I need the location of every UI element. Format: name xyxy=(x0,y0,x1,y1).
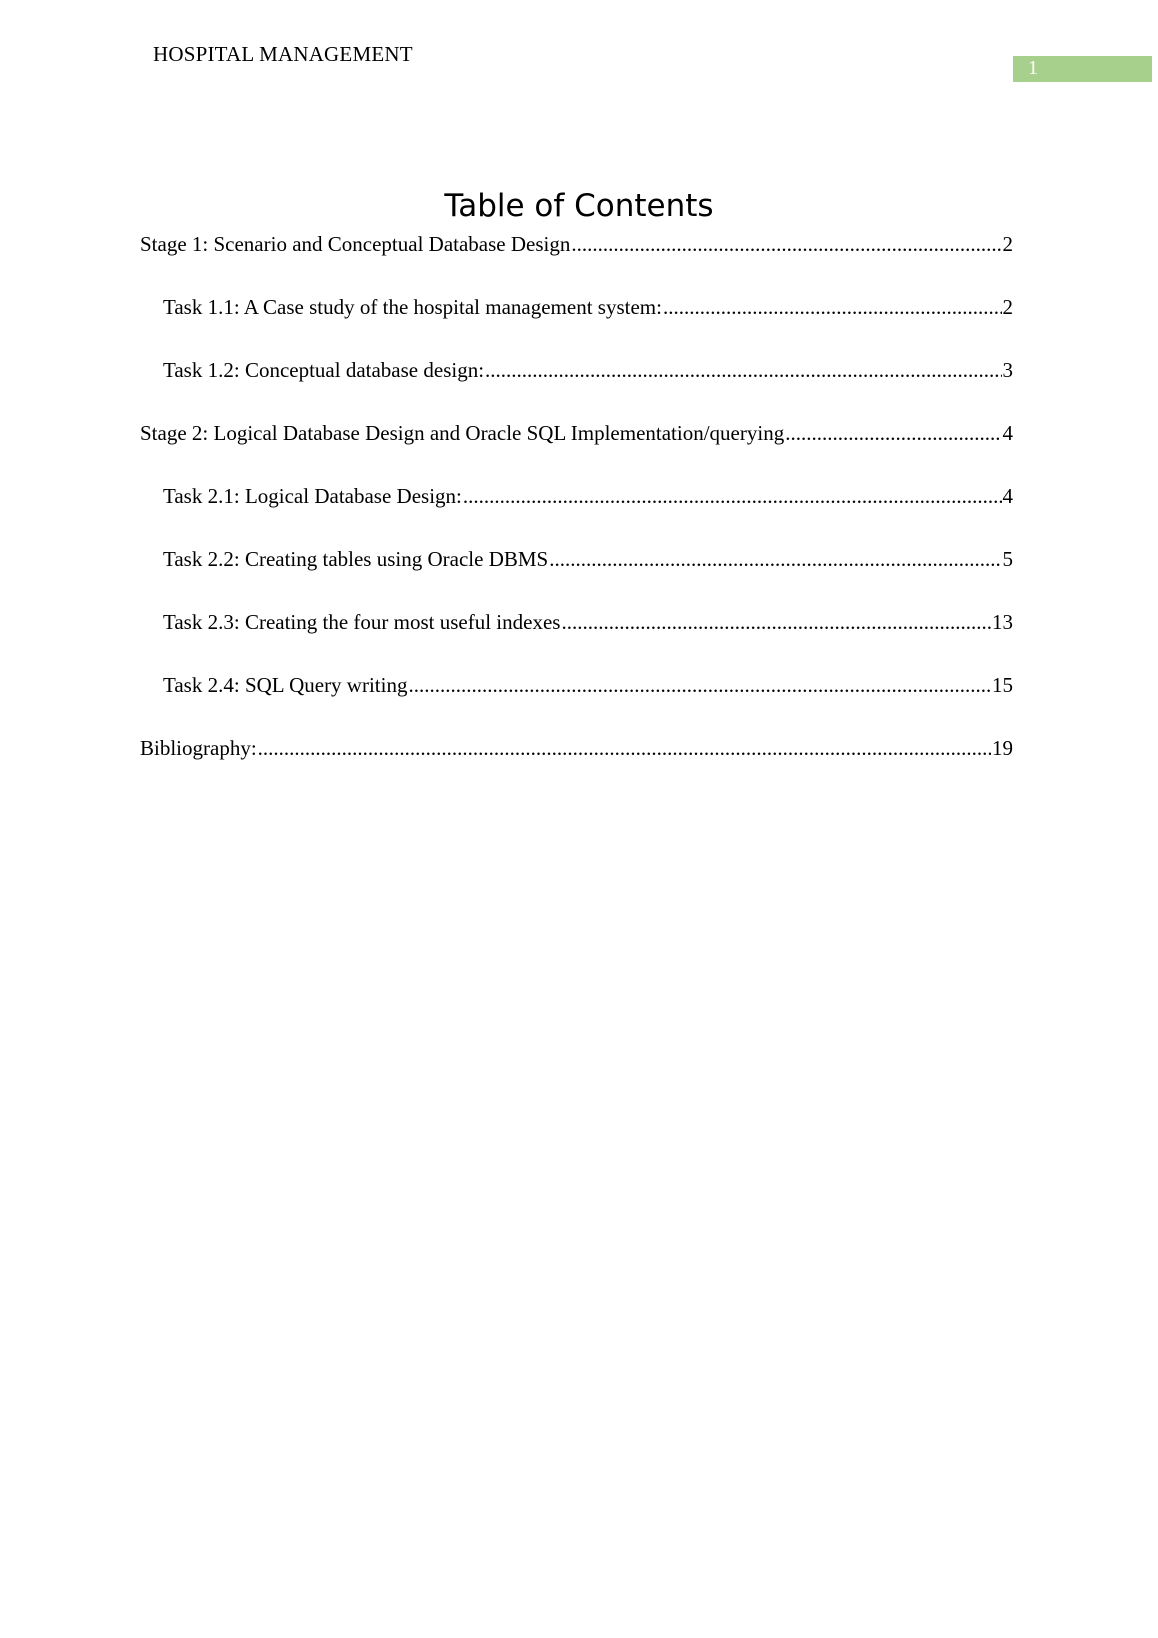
toc-entry-label: Task 2.4: SQL Query writing xyxy=(163,673,408,697)
toc-entry-page: 4 xyxy=(1002,484,1013,508)
toc-entry-label: Task 1.2: Conceptual database design: xyxy=(163,358,485,382)
toc-entry-label: Stage 1: Scenario and Conceptual Database Design xyxy=(140,232,571,256)
toc-entry-label: Bibliography: xyxy=(140,736,257,760)
toc-dot-leader xyxy=(785,421,1001,446)
toc-entry-task-2-4[interactable] xyxy=(140,673,1013,736)
toc-entry-bibliography[interactable] xyxy=(140,736,1013,799)
toc-entry-label: Task 2.1: Logical Database Design: xyxy=(163,484,462,508)
toc-dot-leader xyxy=(571,232,1001,257)
toc-entry-task-1-2[interactable] xyxy=(140,358,1013,421)
toc-dot-leader xyxy=(561,610,991,635)
toc-dot-leader xyxy=(408,673,991,698)
toc-entry-label: Task 1.1: A Case study of the hospital management system: xyxy=(163,295,662,319)
toc-entry-page: 2 xyxy=(1002,295,1013,319)
toc-entry-task-2-2[interactable] xyxy=(140,547,1013,610)
toc-entry-page: 3 xyxy=(1002,358,1013,382)
toc-entry-page: 2 xyxy=(1002,232,1013,256)
toc-entry-task-1-1[interactable] xyxy=(140,295,1013,358)
toc-entry-stage-1[interactable] xyxy=(140,232,1013,295)
page-number: 1 xyxy=(1028,57,1038,79)
toc-entry-page: 15 xyxy=(992,673,1013,697)
toc-entry-task-2-1[interactable] xyxy=(140,484,1013,547)
page-number-box xyxy=(1013,56,1152,82)
table-of-contents xyxy=(140,232,1013,799)
toc-entry-page: 13 xyxy=(992,610,1013,634)
toc-dot-leader xyxy=(549,547,1001,572)
toc-dot-leader xyxy=(258,736,991,761)
toc-dot-leader xyxy=(463,484,1002,509)
toc-entry-label: Task 2.3: Creating the four most useful indexes xyxy=(163,610,561,634)
toc-entry-label: Task 2.2: Creating tables using Oracle DBMS xyxy=(163,547,549,571)
toc-dot-leader xyxy=(663,295,1002,320)
toc-entry-label: Stage 2: Logical Database Design and Oracle SQL Implementation/querying xyxy=(140,421,785,445)
toc-entry-page: 19 xyxy=(992,736,1013,760)
toc-entry-page: 5 xyxy=(1002,547,1013,571)
running-header-title: HOSPITAL MANAGEMENT xyxy=(153,42,413,66)
toc-entry-page: 4 xyxy=(1002,421,1013,445)
toc-entry-stage-2[interactable] xyxy=(140,421,1013,484)
toc-title: Table of Contents xyxy=(444,188,714,224)
toc-dot-leader xyxy=(485,358,1001,383)
toc-entry-task-2-3[interactable] xyxy=(140,610,1013,673)
